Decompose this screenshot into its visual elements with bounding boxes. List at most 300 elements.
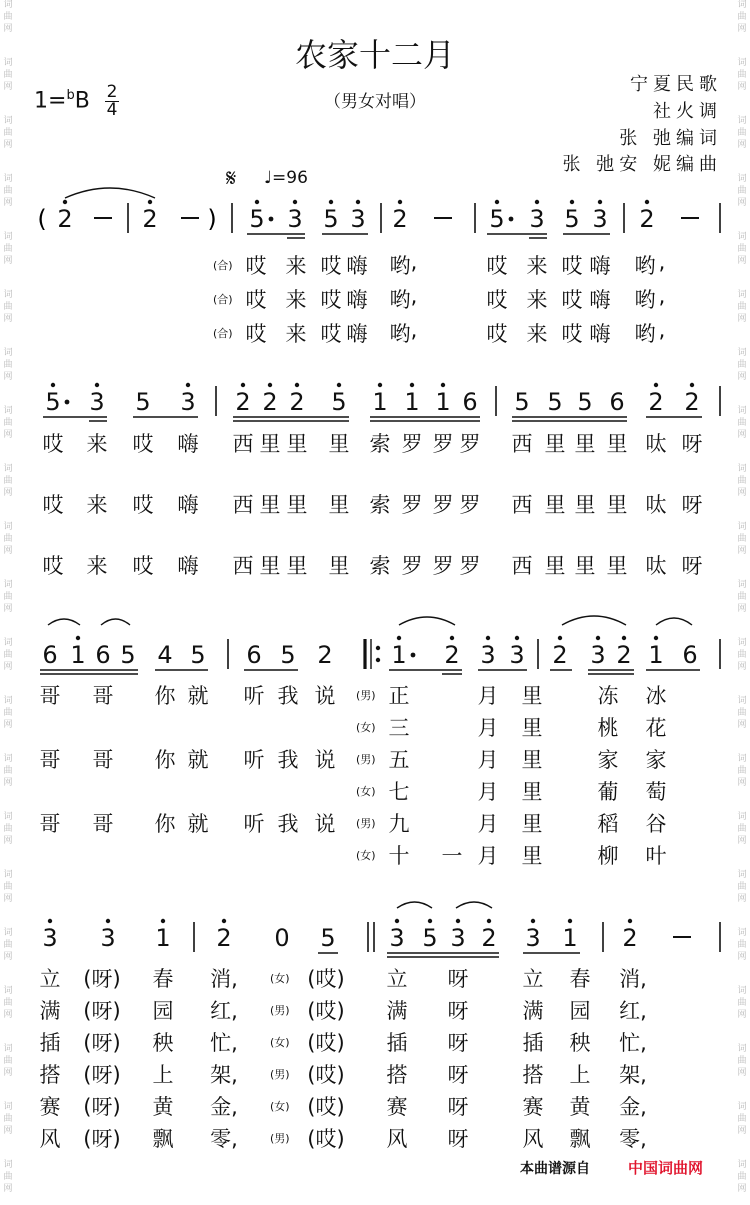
note-digit: 2 xyxy=(235,388,251,416)
note-digit: 2 xyxy=(622,924,638,952)
lyric-char: (哎) xyxy=(307,999,345,1023)
watermark-char: 词 xyxy=(737,812,747,822)
lyric-char: 罗 xyxy=(432,432,454,456)
watermark-char: 曲 xyxy=(3,244,13,254)
lyric-char: 红, xyxy=(210,999,238,1023)
note-digit: 5 xyxy=(280,641,296,669)
note-digit: 1 xyxy=(70,641,86,669)
watermark-char: 网 xyxy=(737,1068,747,1078)
lyric-char: 哟 xyxy=(389,288,411,312)
octave-dot-high xyxy=(186,383,190,387)
lyric-char: 立 xyxy=(39,967,61,991)
note-digit: 3 xyxy=(389,924,405,952)
lyric-char: 满 xyxy=(386,999,408,1023)
lyric-char: 五 xyxy=(388,748,410,772)
watermark-char: 网 xyxy=(3,256,13,266)
lyric-char: 里 xyxy=(286,493,308,517)
lyric-line-s3 xyxy=(0,712,750,742)
lyric-char: 哎 xyxy=(245,254,267,278)
lyric-char: 哥 xyxy=(92,684,114,708)
voice-tag: (男) xyxy=(356,817,376,830)
lyric-char: (呀) xyxy=(83,999,121,1023)
credit-lyricist: 张 弛编词 xyxy=(619,128,722,149)
lyric-char: 罗 xyxy=(401,432,423,456)
lyric-char: 来 xyxy=(526,322,548,346)
octave-dot-high xyxy=(456,919,460,923)
watermark-char: 网 xyxy=(737,140,747,150)
augmentation-dot xyxy=(509,217,514,222)
watermark-char: 曲 xyxy=(3,70,13,80)
note-digit: 1 xyxy=(391,641,407,669)
watermark-char: 曲 xyxy=(737,940,747,950)
lyric-char: (哎) xyxy=(307,1095,345,1119)
lyric-line-s4 xyxy=(0,995,750,1025)
watermark-char: 词 xyxy=(3,754,13,764)
lyric-char: 哎 xyxy=(132,432,154,456)
lyric-char: 忙, xyxy=(619,1031,647,1055)
lyric-char: 里 xyxy=(606,554,628,578)
watermark-char: 网 xyxy=(737,546,747,556)
lyric-char: 你 xyxy=(154,684,176,708)
lyric-char: 哎 xyxy=(132,493,154,517)
watermark-char: 曲 xyxy=(3,766,13,776)
lyric-char: 里 xyxy=(521,748,543,772)
note-digit: 2 xyxy=(289,388,305,416)
watermark-char: 曲 xyxy=(3,1172,13,1182)
watermark-char: 词 xyxy=(3,174,13,184)
watermark-char: 曲 xyxy=(737,244,747,254)
note-digit: 6 xyxy=(246,641,262,669)
lyric-char: 十 xyxy=(388,844,410,868)
lyric-char: 嗨 xyxy=(589,288,611,312)
watermark-char: 网 xyxy=(737,836,747,846)
note-digit: 5 xyxy=(577,388,593,416)
watermark-char: 词 xyxy=(3,290,13,300)
lyric-char: 哟 xyxy=(634,322,656,346)
key-note: B xyxy=(74,88,90,114)
watermark-char: 曲 xyxy=(3,418,13,428)
song-title: 农家十二月 xyxy=(294,36,455,74)
lyric-char: 架, xyxy=(619,1063,647,1087)
lyric-char: 桃 xyxy=(597,716,619,740)
note-digit: 3 xyxy=(509,641,525,669)
watermark-char: 曲 xyxy=(3,998,13,1008)
note-digit: 5 xyxy=(120,641,136,669)
lyric-char: 哟 xyxy=(389,254,411,278)
source-brand-link[interactable]: 中国词曲网 xyxy=(628,1159,704,1177)
lyric-char: 忙, xyxy=(210,1031,238,1055)
octave-dot-high xyxy=(48,919,52,923)
lyric-char: 哎 xyxy=(320,288,342,312)
watermark-char: 曲 xyxy=(3,534,13,544)
watermark-char: 词 xyxy=(737,580,747,590)
lyric-char: 哎 xyxy=(42,432,64,456)
octave-dot-high xyxy=(378,383,382,387)
slur-arc xyxy=(399,617,455,625)
watermark-char: 曲 xyxy=(737,650,747,660)
augmentation-dot xyxy=(411,653,416,658)
lyric-line-s1 xyxy=(0,284,750,314)
watermark-char: 曲 xyxy=(3,882,13,892)
lyric-char: (哎) xyxy=(307,967,345,991)
lyric-char: 月 xyxy=(477,812,499,836)
lyric-char: (呀) xyxy=(83,1063,121,1087)
lyric-char: 月 xyxy=(477,684,499,708)
lyric-char: 罗 xyxy=(432,493,454,517)
octave-dot-high xyxy=(645,200,649,204)
lyric-char: 嗨 xyxy=(177,432,199,456)
lyric-char: 哎 xyxy=(42,493,64,517)
watermark-char: 词 xyxy=(3,1044,13,1054)
lyric-line-s3 xyxy=(0,840,750,870)
note-digit: 5 xyxy=(45,388,61,416)
watermark-char: 词 xyxy=(3,928,13,938)
watermark-char: 词 xyxy=(737,406,747,416)
lyric-char: 呔 xyxy=(645,554,667,578)
source-label: 本曲谱源自 xyxy=(520,1161,590,1177)
voice-tag: (合) xyxy=(213,293,233,306)
watermark-char: 词 xyxy=(3,986,13,996)
watermark-char: 词 xyxy=(737,986,747,996)
lyric-char: (哎) xyxy=(307,1127,345,1151)
lyric-char: 园 xyxy=(152,999,174,1023)
watermark-char: 网 xyxy=(737,1010,747,1020)
watermark-char: 词 xyxy=(3,232,13,242)
watermark-char: 网 xyxy=(737,24,747,34)
watermark-char: 曲 xyxy=(737,824,747,834)
note-digit: 5 xyxy=(514,388,530,416)
watermark-char: 曲 xyxy=(3,824,13,834)
voice-tag: (男) xyxy=(270,1004,290,1017)
lyric-punct: , xyxy=(410,318,418,342)
note-digit: 3 xyxy=(480,641,496,669)
lyric-char: 索 xyxy=(369,493,391,517)
note-digit: 5 xyxy=(249,205,265,233)
lyric-char: 就 xyxy=(187,812,209,836)
lyric-char: 架, xyxy=(210,1063,238,1087)
watermark-char: 曲 xyxy=(737,302,747,312)
lyric-char: 里 xyxy=(521,684,543,708)
lyric-char: 罗 xyxy=(432,554,454,578)
note-digit: 2 xyxy=(648,388,664,416)
voice-tag: (男) xyxy=(356,753,376,766)
watermark-char: 词 xyxy=(3,406,13,416)
octave-dot-high xyxy=(570,200,574,204)
octave-dot-high xyxy=(356,200,360,204)
flat-sign: b xyxy=(66,88,75,103)
lyric-char: 听 xyxy=(243,812,265,836)
note-digit: 0 xyxy=(274,924,290,952)
voice-tag: (女) xyxy=(356,849,376,862)
credit-tune: 社火调 xyxy=(653,101,722,122)
note-digit: 2 xyxy=(444,641,460,669)
lyric-char: 西 xyxy=(232,432,254,456)
watermark-char: 曲 xyxy=(737,418,747,428)
watermark-char: 网 xyxy=(3,82,13,92)
octave-dot-high xyxy=(531,919,535,923)
lyric-char: 嗨 xyxy=(589,322,611,346)
note-digit: 1 xyxy=(562,924,578,952)
watermark-char: 词 xyxy=(3,696,13,706)
watermark-char: 曲 xyxy=(3,650,13,660)
lyric-punct: , xyxy=(410,250,418,274)
lyric-char: 里 xyxy=(286,432,308,456)
lyric-char: 搭 xyxy=(386,1063,408,1087)
watermark-char: 曲 xyxy=(737,592,747,602)
lyric-char: 红, xyxy=(619,999,647,1023)
watermark-char: 曲 xyxy=(737,128,747,138)
watermark-char: 曲 xyxy=(737,70,747,80)
paren: ) xyxy=(207,205,217,233)
lyric-char: 听 xyxy=(243,684,265,708)
lyric-char: 插 xyxy=(522,1031,544,1055)
lyric-char: 西 xyxy=(232,554,254,578)
lyric-char: 立 xyxy=(386,967,408,991)
lyric-char: 嗨 xyxy=(346,288,368,312)
note-digit: 1 xyxy=(372,388,388,416)
watermark-char: 网 xyxy=(737,82,747,92)
lyric-char: 就 xyxy=(187,684,209,708)
watermark-char: 曲 xyxy=(3,592,13,602)
watermark-char: 词 xyxy=(737,928,747,938)
octave-dot-high xyxy=(51,383,55,387)
lyric-char: 园 xyxy=(569,999,591,1023)
watermark-char: 网 xyxy=(737,314,747,324)
lyric-char: 消, xyxy=(210,967,238,991)
lyric-char: 七 xyxy=(388,780,410,804)
watermark-char: 词 xyxy=(737,638,747,648)
lyric-char: 萄 xyxy=(645,780,667,804)
watermark-char: 曲 xyxy=(3,360,13,370)
lyric-char: 谷 xyxy=(645,812,667,836)
lyric-char: 呀 xyxy=(447,999,469,1023)
watermark-char: 网 xyxy=(737,662,747,672)
lyric-char: (呀) xyxy=(83,1127,121,1151)
lyric-line-s4 xyxy=(0,1059,750,1089)
lyric-char: 立 xyxy=(522,967,544,991)
note-digit: 5 xyxy=(489,205,505,233)
slur-arc xyxy=(562,616,626,625)
watermark-char: 词 xyxy=(3,348,13,358)
note-digit: 6 xyxy=(42,641,58,669)
lyric-char: 呔 xyxy=(645,432,667,456)
watermark-char: 曲 xyxy=(3,1114,13,1124)
lyric-char: 哎 xyxy=(245,322,267,346)
watermark-char: 网 xyxy=(3,314,13,324)
note-digit: 1 xyxy=(155,924,171,952)
note-digit: 2 xyxy=(142,205,158,233)
slur-arc xyxy=(456,902,492,908)
voice-tag: (女) xyxy=(356,721,376,734)
lyric-char: 里 xyxy=(574,493,596,517)
watermark-char: 词 xyxy=(737,290,747,300)
lyric-char: 里 xyxy=(574,432,596,456)
lyric-char: 嗨 xyxy=(346,254,368,278)
key-prefix: 1= xyxy=(34,88,67,114)
lyric-char: (呀) xyxy=(83,1031,121,1055)
lyric-char: 葡 xyxy=(597,780,619,804)
lyric-char: (呀) xyxy=(83,967,121,991)
lyric-line-s3 xyxy=(0,680,750,710)
watermark-char: 词 xyxy=(3,870,13,880)
lyric-char: 嗨 xyxy=(589,254,611,278)
note-digit: 2 xyxy=(216,924,232,952)
voice-tag: (合) xyxy=(213,327,233,340)
watermark-char: 曲 xyxy=(737,186,747,196)
lyric-char: 哎 xyxy=(486,322,508,346)
lyric-char: 正 xyxy=(388,684,410,708)
lyric-char: 金, xyxy=(210,1095,238,1119)
watermark-char: 曲 xyxy=(737,1172,747,1182)
watermark-char: 网 xyxy=(3,546,13,556)
voice-tag: (女) xyxy=(270,1036,290,1049)
lyric-char: 赛 xyxy=(522,1095,544,1119)
lyric-char: 秧 xyxy=(569,1031,591,1055)
lyric-char: 金, xyxy=(619,1095,647,1119)
watermark-char: 网 xyxy=(737,488,747,498)
watermark-char: 网 xyxy=(3,488,13,498)
note-digit: 3 xyxy=(100,924,116,952)
octave-dot-high xyxy=(295,383,299,387)
watermark-char: 词 xyxy=(737,464,747,474)
lyric-char: 里 xyxy=(574,554,596,578)
watermark-char: 曲 xyxy=(3,302,13,312)
lyric-char: 我 xyxy=(277,748,299,772)
lyric-char: 月 xyxy=(477,748,499,772)
lyric-char: 飘 xyxy=(152,1127,174,1151)
watermark-char: 网 xyxy=(3,1184,13,1194)
credit-origin: 宁夏民歌 xyxy=(630,74,722,95)
lyric-char: 哥 xyxy=(92,748,114,772)
lyric-char: 冰 xyxy=(645,684,667,708)
watermark-char: 词 xyxy=(737,116,747,126)
lyric-char: 里 xyxy=(259,493,281,517)
watermark-char: 词 xyxy=(3,812,13,822)
lyric-char: 三 xyxy=(388,716,410,740)
lyric-char: 罗 xyxy=(459,432,481,456)
watermark-char: 网 xyxy=(737,952,747,962)
time-bottom: 4 xyxy=(106,100,118,120)
lyric-char: 搭 xyxy=(522,1063,544,1087)
lyric-char: 哟 xyxy=(634,254,656,278)
lyric-char: 花 xyxy=(645,716,667,740)
watermark-char: 网 xyxy=(3,24,13,34)
note-digit: 2 xyxy=(392,205,408,233)
octave-dot-high xyxy=(690,383,694,387)
watermark-char: 网 xyxy=(737,604,747,614)
watermark-char: 曲 xyxy=(737,882,747,892)
time-top: 2 xyxy=(106,82,118,102)
voice-tag: (女) xyxy=(270,1100,290,1113)
watermark-char: 词 xyxy=(3,522,13,532)
octave-dot-high xyxy=(63,200,67,204)
lyric-line-s3 xyxy=(0,776,750,806)
lyric-char: 来 xyxy=(285,322,307,346)
lyric-char: 罗 xyxy=(459,493,481,517)
lyric-char: 哎 xyxy=(42,554,64,578)
slur-arc xyxy=(65,188,155,198)
voice-tag: (女) xyxy=(270,972,290,985)
octave-dot-high xyxy=(95,383,99,387)
lyric-line-s2 xyxy=(0,428,750,458)
lyric-line-s2 xyxy=(0,550,750,580)
note-digit: 2 xyxy=(684,388,700,416)
lyric-char: 叶 xyxy=(645,844,667,868)
lyric-char: 家 xyxy=(645,748,667,772)
octave-dot-high xyxy=(495,200,499,204)
lyric-char: 哎 xyxy=(561,254,583,278)
watermark-char: 网 xyxy=(737,894,747,904)
watermark-char: 词 xyxy=(3,464,13,474)
watermark-char: 词 xyxy=(3,580,13,590)
note-digit: 5 xyxy=(422,924,438,952)
watermark-char: 曲 xyxy=(3,708,13,718)
note-digit: 2 xyxy=(616,641,632,669)
lyric-char: 月 xyxy=(477,716,499,740)
note-digit: 3 xyxy=(287,205,303,233)
note-digit: 1 xyxy=(648,641,664,669)
octave-dot-high xyxy=(241,383,245,387)
note-digit: 4 xyxy=(157,641,173,669)
lyric-char: 你 xyxy=(154,748,176,772)
note-digit: 2 xyxy=(481,924,497,952)
watermark-char: 网 xyxy=(737,1184,747,1194)
watermark-char: 词 xyxy=(3,1102,13,1112)
octave-dot-high xyxy=(255,200,259,204)
lyric-char: 哟 xyxy=(634,288,656,312)
note-digit: 6 xyxy=(462,388,478,416)
note-digit: 2 xyxy=(57,205,73,233)
note-digit: 1 xyxy=(435,388,451,416)
lyric-char: (呀) xyxy=(83,1095,121,1119)
lyric-char: 上 xyxy=(152,1063,174,1087)
lyric-char: 哎 xyxy=(486,254,508,278)
note-digit: 5 xyxy=(190,641,206,669)
octave-dot-high xyxy=(596,636,600,640)
lyric-char: 嗨 xyxy=(177,554,199,578)
song-subtitle: （男女对唱） xyxy=(324,92,426,112)
lyric-char: 里 xyxy=(259,432,281,456)
tempo-mark: ♩=96 xyxy=(264,168,308,188)
watermark-char: 网 xyxy=(3,894,13,904)
octave-dot-high xyxy=(598,200,602,204)
watermark-char: 网 xyxy=(3,1068,13,1078)
octave-dot-high xyxy=(486,636,490,640)
lyric-char: 你 xyxy=(154,812,176,836)
lyric-line-s2 xyxy=(0,489,750,519)
lyric-char: 来 xyxy=(86,493,108,517)
lyric-line-s4 xyxy=(0,1027,750,1057)
note-digit: 5 xyxy=(331,388,347,416)
note-digit: 2 xyxy=(317,641,333,669)
lyric-char: 哎 xyxy=(561,288,583,312)
lyric-char: 消, xyxy=(619,967,647,991)
lyric-char: 飘 xyxy=(569,1127,591,1151)
lyric-char: 哎 xyxy=(245,288,267,312)
lyric-char: 秧 xyxy=(152,1031,174,1055)
lyric-char: (哎) xyxy=(307,1031,345,1055)
octave-dot-high xyxy=(654,383,658,387)
watermark-char: 网 xyxy=(3,140,13,150)
watermark-char: 词 xyxy=(737,1044,747,1054)
watermark-char: 曲 xyxy=(3,1056,13,1066)
watermark-char: 词 xyxy=(737,1160,747,1170)
lyric-char: 稻 xyxy=(597,812,619,836)
watermark-char: 曲 xyxy=(737,534,747,544)
lyric-char: 嗨 xyxy=(177,493,199,517)
note-digit: 2 xyxy=(639,205,655,233)
octave-dot-high xyxy=(654,636,658,640)
